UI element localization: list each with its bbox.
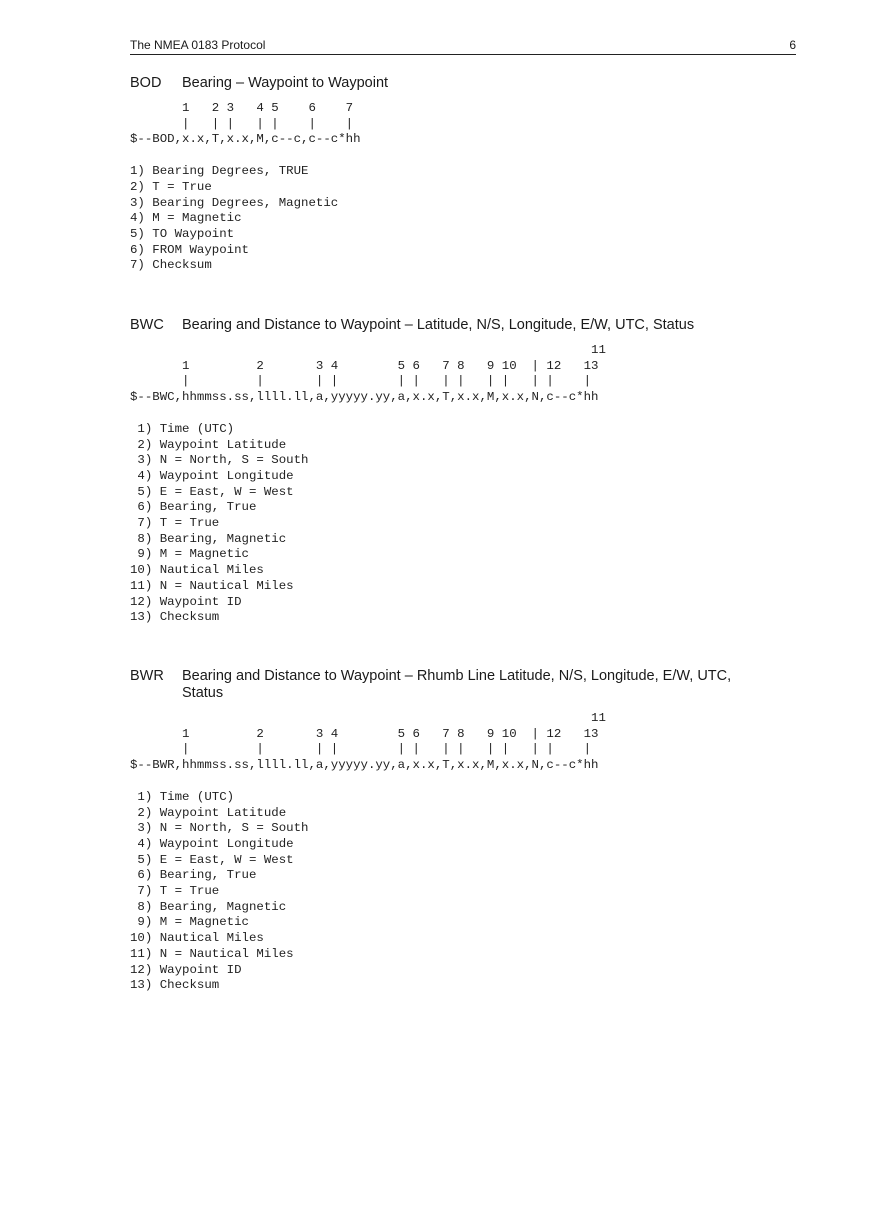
- section-heading: [130, 668, 770, 702]
- page-header: [130, 37, 796, 55]
- document-title: The NMEA 0183 Protocol: [130, 38, 266, 52]
- section-bod: [130, 75, 770, 274]
- sentence-format-diagram: 11 1 2 3 4 5 6 7 8 9 10 | 12 13 | | | | | | | | | | | | | $--BWR,hhmmss.ss,llll.ll,a,yyyyy.yy,a,x.x,T,x.x,M,x.x,N,c--c*hh: [130, 711, 606, 773]
- sentence-code: BWR: [130, 668, 164, 684]
- field-list: 1) Time (UTC) 2) Waypoint Latitude 3) N = North, S = South 4) Waypoint Longitude 5) E = East, W = West 6) Bearing, True 7) T = True 8) Bearing, Magnetic 9) M = Magnetic 10) Nautical Miles 11) N = Nautical Miles 12) Waypoint ID 13) Checksum: [130, 789, 309, 993]
- sentence-format-diagram: 1 2 3 4 5 6 7 | | | | | | | $--BOD,x.x,T,x.x,M,c--c,c--c*hh: [130, 101, 361, 147]
- page-number: 6: [789, 38, 796, 52]
- section-title: Bearing and Distance to Waypoint – Latitude, N/S, Longitude, E/W, UTC, Status: [182, 317, 695, 333]
- sentence-code: BOD: [130, 75, 162, 91]
- sentence-format-diagram: 11 1 2 3 4 5 6 7 8 9 10 | 12 13 | | | | | | | | | | | | | $--BWC,hhmmss.ss,llll.ll,a,yyyyy.yy,a,x.x,T,x.x,M,x.x,N,c--c*hh: [130, 343, 606, 405]
- section-title: Bearing and Distance to Waypoint – Rhumb Line Latitude, N/S, Longitude, E/W, UTC, Status: [182, 668, 732, 701]
- field-list: 1) Bearing Degrees, TRUE 2) T = True 3) Bearing Degrees, Magnetic 4) M = Magnetic 5) TO Waypoint 6) FROM Waypoint 7) Checksum: [130, 164, 339, 273]
- section-bwr: [130, 668, 770, 994]
- section-title: Bearing – Waypoint to Waypoint: [182, 75, 389, 91]
- section-bwc: [130, 317, 770, 626]
- sentence-code: BWC: [130, 317, 164, 333]
- section-heading: [130, 75, 770, 92]
- field-list: 1) Time (UTC) 2) Waypoint Latitude 3) N = North, S = South 4) Waypoint Longitude 5) E = East, W = West 6) Bearing, True 7) T = True 8) Bearing, Magnetic 9) M = Magnetic 10) Nautical Miles 11) N = Nautical Miles 12) Waypoint ID 13) Checksum: [130, 421, 309, 625]
- section-heading: [130, 317, 770, 334]
